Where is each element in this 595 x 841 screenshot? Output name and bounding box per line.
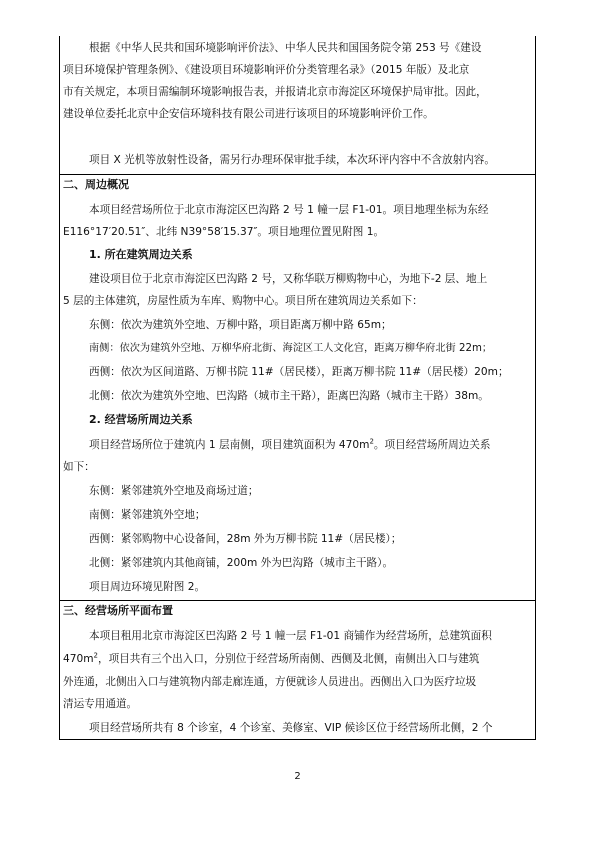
site-line-1b: 。项目经营场所周边关系 [373, 439, 491, 451]
site-west: 西侧：紧邻购物中心设备间，28m 外为万柳书院 11#（居民楼）； [89, 533, 402, 545]
site-area-sup: 2 [369, 437, 374, 446]
layout-area-sup: 2 [93, 651, 99, 660]
layout-line-5: 项目经营场所共有 8 个诊室，4 个诊室、美修室、VIP 候诊区位于经营场所北侧，2 个 [89, 722, 493, 734]
location-line-1: 本项目经营场所位于北京市海淀区巴沟路 2 号 1 幢一层 F1-01。项目地理坐标为东经 [89, 204, 489, 216]
site-line-1a: 项目经营场所位于建筑内 1 层南侧，项目建筑面积为 470m [89, 439, 370, 451]
site-line-2: 如下： [63, 461, 95, 473]
subsection-1-heading: 1. 所在建筑周边关系 [89, 248, 193, 261]
site-line-1 [89, 434, 490, 456]
building-north: 北侧：依次为建筑外空地、巴沟路（城市主干路），距离巴沟路（城市主干路）38m。 [89, 390, 489, 402]
section-divider [59, 174, 536, 175]
layout-line-1: 本项目租用北京市海淀区巴沟路 2 号 1 幢一层 F1-01 商铺作为经营场所，总建筑面积 [89, 630, 492, 642]
section-3-heading: 三、经营场所平面布置 [63, 604, 173, 617]
layout-line-2 [63, 648, 479, 670]
layout-line-3: 外连通，北侧出入口与建筑物内部走廊连通，方便就诊人员进出。西侧出入口为医疗垃圾 [63, 676, 477, 688]
section-2-heading: 二、周边概况 [63, 178, 129, 191]
layout-line-4: 清运专用通道。 [63, 698, 138, 710]
site-south: 南侧：紧邻建筑外空地； [89, 509, 206, 521]
site-north: 北侧：紧邻建筑内其他商铺，200m 外为巴沟路（城市主干路）。 [89, 557, 394, 569]
intro-note: 项目 X 光机等放射性设备，需另行办理环保审批手续，本次环评内容中不含放射内容。 [89, 154, 495, 166]
intro-line-4: 建设单位委托北京中企安信环境科技有限公司进行该项目的环境影响评价工作。 [63, 108, 434, 120]
page-number: 2 [294, 771, 301, 782]
intro-line-1: 根据《中华人民共和国环境影响评价法》、中华人民共和国国务院令第 253 号《建设 [89, 42, 482, 54]
location-line-2: E116°17′20.51″、北纬 N39°58′15.37″。项目地理位置见附图 1。 [63, 226, 385, 238]
intro-line-2: 项目环境保护管理条例》、《建设项目环境影响评价分类管理名录》（2015 年版）及北京 [63, 64, 470, 76]
subsection-2-heading: 2. 经营场所周边关系 [89, 413, 193, 426]
building-south: 南侧：依次为建筑外空地、万柳华府北街、海淀区工人文化宫，距离万柳华府北街 22m； [89, 343, 493, 354]
building-east: 东侧：依次为建筑外空地、万柳中路，项目距离万柳中路 65m； [89, 319, 392, 331]
intro-line-3: 市有关规定，本项目需编制环境影响报告表，并报请北京市海淀区环境保护局审批。因此， [63, 86, 487, 98]
building-line-1: 建设项目位于北京市海淀区巴沟路 2 号，又称华联万柳购物中心，为地下-2 层、地上 [89, 273, 488, 285]
building-line-2: 5 层的主体建筑，房屋性质为车库、购物中心。项目所在建筑周边关系如下： [63, 295, 423, 307]
layout-line-2b: ，项目共有三个出入口，分别位于经营场所南侧、西侧及北侧，南侧出入口与建筑 [98, 653, 480, 665]
figure-2-reference: 项目周边环境见附图 2。 [89, 581, 206, 593]
building-west: 西侧：依次为区间道路、万柳书院 11#（居民楼），距离万柳书院 11#（居民楼）20m； [89, 366, 509, 378]
layout-line-2a: 470m [63, 653, 94, 665]
site-east: 东侧：紧邻建筑外空地及商场过道； [89, 485, 259, 497]
